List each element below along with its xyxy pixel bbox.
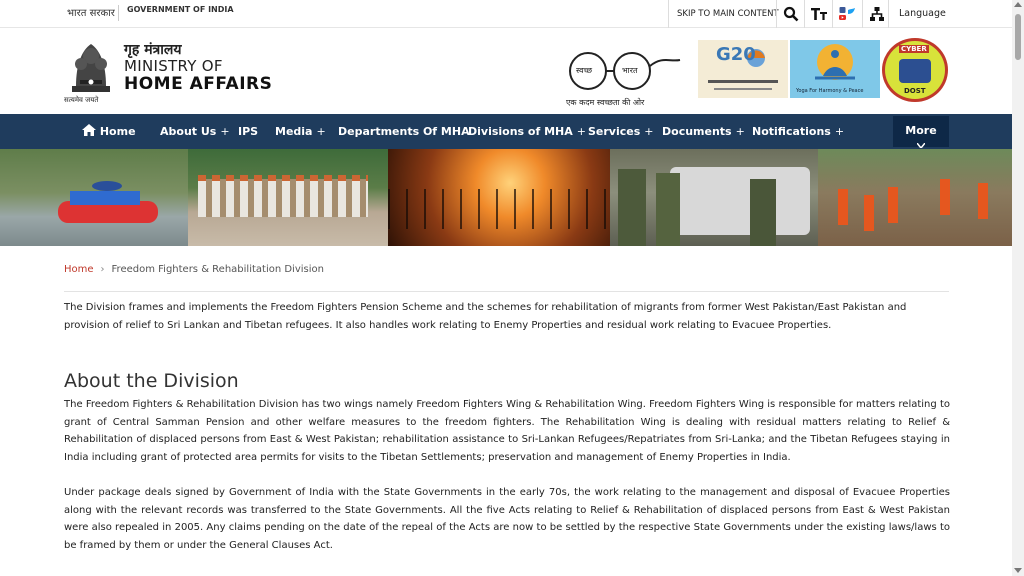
social-media-icon[interactable] (832, 0, 860, 28)
nav-item-departments[interactable] (338, 114, 470, 149)
ministry-title[interactable] (124, 42, 272, 94)
expand-icon: + (644, 125, 654, 138)
breadcrumb-home-link[interactable]: Home (64, 264, 94, 275)
scrollbar-thumb[interactable] (1015, 14, 1021, 60)
nav-item-label: Documents (662, 125, 732, 138)
skip-to-main-content-link[interactable]: SKIP TO MAIN CONTENT (668, 0, 787, 28)
nav-item-label: Home (99, 125, 136, 138)
nav-item-label: Media (275, 125, 313, 138)
nav-item-label: Divisions of MHA (468, 125, 573, 138)
nav-item-documents[interactable] (662, 114, 745, 149)
more-menu-button[interactable] (893, 116, 949, 147)
swachh-bharat-logo[interactable] (562, 42, 686, 110)
more-label: More (905, 124, 937, 137)
banner-image-border-fence (388, 149, 610, 246)
nav-item-label: About Us (160, 125, 217, 138)
nav-item-home[interactable] (82, 114, 136, 149)
expand-icon: + (735, 125, 745, 138)
cyber-top-text: CYBER (901, 45, 927, 53)
divider (118, 5, 119, 21)
ministry-hindi-name: गृह मंत्रालय (124, 42, 182, 58)
emblem-motto: सत्यमेव जयते (64, 96, 99, 104)
site-header (0, 28, 1012, 114)
nav-item-label: Notifications (752, 125, 831, 138)
language-selector[interactable]: Language (888, 0, 956, 28)
nav-item-media[interactable] (275, 114, 326, 149)
g20-logo[interactable] (698, 40, 788, 98)
expand-icon: + (576, 125, 586, 138)
home-icon (82, 124, 96, 136)
text-size-icon[interactable] (804, 0, 832, 28)
yoga-caption: Yoga For Harmony & Peace (796, 88, 864, 94)
top-utility-bar (0, 0, 1012, 28)
swachh-caption: एक कदम स्वच्छता की ओर (566, 98, 645, 107)
yoga-day-logo[interactable] (790, 40, 880, 98)
scroll-down-arrow-icon[interactable] (1014, 568, 1022, 573)
section-heading: About the Division (64, 370, 239, 392)
ministry-name-line2: HOME AFFAIRS (124, 74, 273, 94)
banner-image-disaster-response (818, 149, 1012, 246)
swachh-left-text: स्वच्छ (576, 66, 593, 75)
division-intro-text: The Division frames and implements the Freedom Fighters Pension Scheme and the schemes for rehabilitation of migrants from former West Pakistan/East Pakistan and provision of relief to Sri Lankan and Tibetan refugees. It also handles work relating to Enemy Properties and residual work relating to Evacuee Properties. (64, 302, 907, 331)
chevron-right-icon: › (100, 264, 105, 275)
sitemap-icon[interactable] (862, 0, 890, 28)
government-hindi-label: भारत सरकार (67, 8, 115, 19)
scroll-up-arrow-icon[interactable] (1014, 2, 1022, 7)
nav-item-notifications[interactable] (752, 114, 844, 149)
breadcrumb-current: Freedom Fighters & Rehabilitation Division (111, 264, 324, 275)
expand-icon: + (834, 125, 845, 138)
nav-item-label: Services (588, 125, 641, 138)
nav-item-about-us[interactable] (160, 114, 230, 149)
national-emblem-logo[interactable] (66, 34, 116, 108)
banner-image-police-check (610, 149, 818, 246)
banner-image-flood-rescue (0, 149, 188, 246)
nav-item-services[interactable] (588, 114, 654, 149)
expand-icon: + (220, 125, 230, 138)
ministry-name-line1: MINISTRY OF (124, 57, 223, 75)
expand-icon: + (316, 125, 326, 138)
hero-banner (0, 149, 1012, 246)
cyber-bottom-text: DOST (904, 87, 926, 95)
swachh-right-text: भारत (622, 66, 638, 75)
breadcrumb (64, 264, 324, 275)
page-scrollbar[interactable] (1012, 0, 1024, 576)
nav-item-ips[interactable] (238, 114, 258, 149)
nav-item-label: Departments Of MHA (338, 125, 470, 138)
about-paragraph-2: Under package deals signed by Government of India with the State Governments in the early 70s, the work relating to the management and disposal of Evacuee Properties along with the relevant records was transferred to the State Governments. All the five Acts relating to Relief & Rehabilitation of displaced persons from East & West Pakistan were also repealed in 2005. Any claims pending on the date of the repeal of the Acts are now to be settled by the respective State Governments under the existing laws/laws to be framed by them or under the General Clauses Act. (64, 487, 950, 551)
divider (64, 291, 949, 292)
nav-item-label: IPS (238, 125, 259, 138)
search-icon[interactable] (776, 0, 804, 28)
government-english-label: GOVERNMENT OF INDIA (127, 5, 234, 14)
about-paragraph-1: The Freedom Fighters & Rehabilitation Division has two wings namely Freedom Fighters Wing & Rehabilitation Wing. Freedom Fighters Wing is responsible for matters relating to grant of Central Samman Pension and other welfare measures to the freedom fighters. The Rehabilitation Wing is dealing with residual matters relating to Relief & Rehabilitation of displaced persons from East & West Pakistan; rehabilitation assistance to Sri-Lankan Refugees/Repatriates from Sri-Lanka; and the Tibetan Refugees staying in India including grant of protected area permits for visits to the Tibetan Settlements; preservation and management of Enemy Properties in India. (64, 399, 950, 463)
chevron-down-icon (917, 143, 925, 148)
nav-item-divisions[interactable] (468, 114, 586, 149)
g20-text: G20 (716, 44, 756, 65)
cyber-dost-logo[interactable] (882, 38, 948, 102)
banner-image-parade (188, 149, 388, 246)
main-navigation (0, 114, 1012, 149)
